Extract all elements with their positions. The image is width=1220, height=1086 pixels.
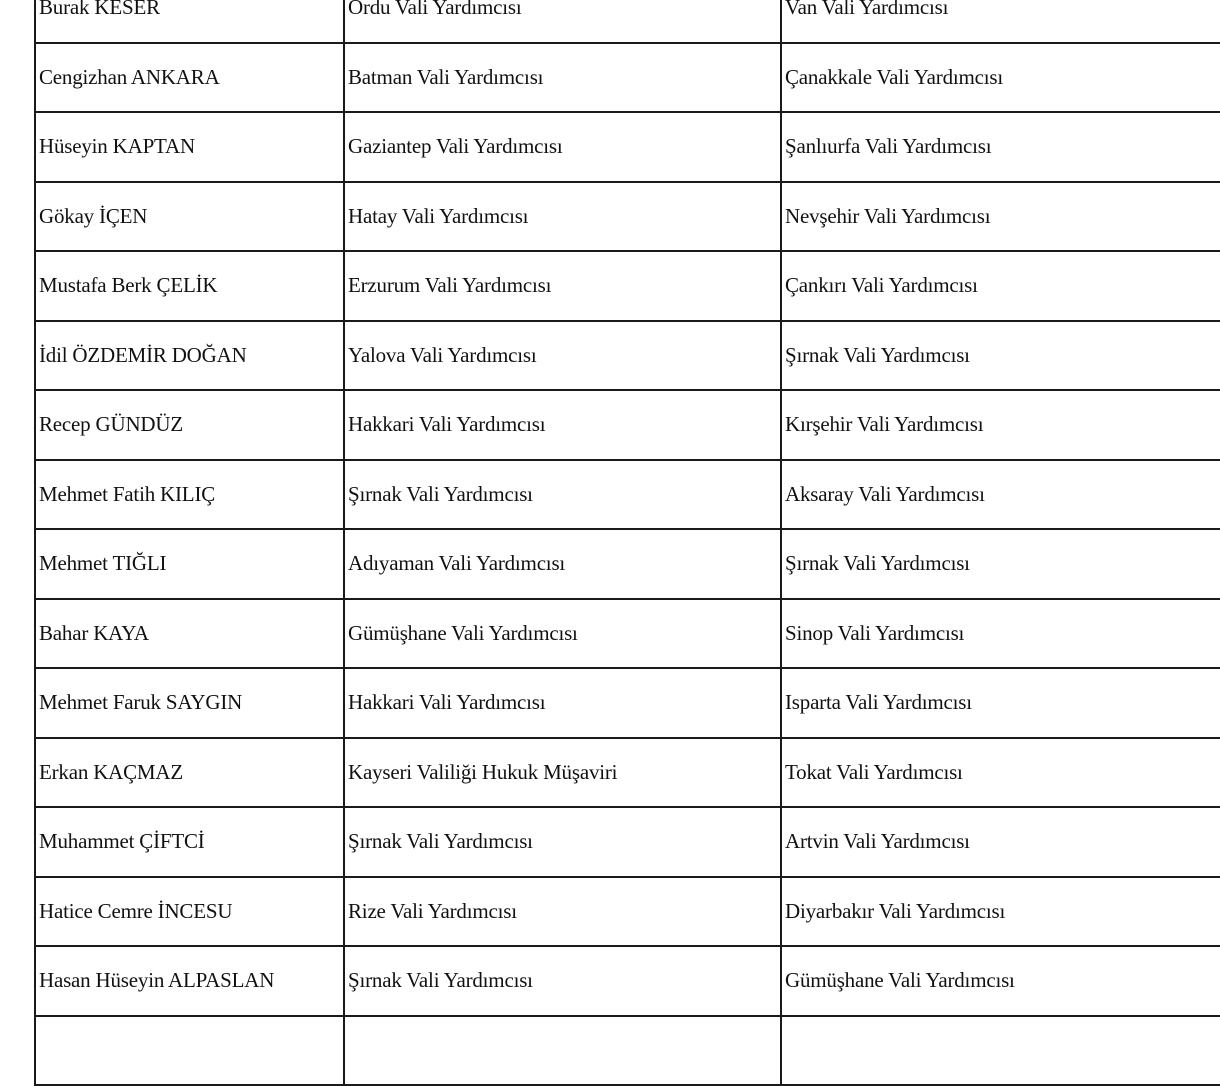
name-cell: Hatice Cemre İNCESU [35, 877, 344, 947]
table-row [35, 460, 1220, 530]
new-position-cell: Isparta Vali Yardımcısı [781, 668, 1220, 738]
current-position-cell: Adıyaman Vali Yardımcısı [344, 529, 781, 599]
current-position-cell: Hakkari Vali Yardımcısı [344, 390, 781, 460]
new-position-cell: Kırşehir Vali Yardımcısı [781, 390, 1220, 460]
new-position-cell: Van Vali Yardımcısı [781, 0, 1220, 43]
new-position-cell: Çankırı Vali Yardımcısı [781, 251, 1220, 321]
new-position-cell: Şanlıurfa Vali Yardımcısı [781, 112, 1220, 182]
current-position-cell: Hatay Vali Yardımcısı [344, 182, 781, 252]
name-cell: Hasan Hüseyin ALPASLAN [35, 946, 344, 1016]
new-position-cell: Şırnak Vali Yardımcısı [781, 529, 1220, 599]
current-position-cell: Ordu Vali Yardımcısı [344, 0, 781, 43]
name-cell: Erkan KAÇMAZ [35, 738, 344, 808]
new-position-cell: Artvin Vali Yardımcısı [781, 807, 1220, 877]
new-position-cell: Çanakkale Vali Yardımcısı [781, 43, 1220, 113]
new-position-cell: Şırnak Vali Yardımcısı [781, 321, 1220, 391]
name-cell: Mehmet Faruk SAYGIN [35, 668, 344, 738]
appointments-table [34, 0, 1220, 1086]
name-cell: Burak KESER [35, 0, 344, 43]
table-row [35, 807, 1220, 877]
current-position-cell: Gümüşhane Vali Yardımcısı [344, 599, 781, 669]
table-row [35, 182, 1220, 252]
new-position-cell: Sinop Vali Yardımcısı [781, 599, 1220, 669]
name-cell: Mustafa Berk ÇELİK [35, 251, 344, 321]
name-cell: Gökay İÇEN [35, 182, 344, 252]
table-row [35, 321, 1220, 391]
name-cell: Mehmet Fatih KILIÇ [35, 460, 344, 530]
current-position-cell: Şırnak Vali Yardımcısı [344, 807, 781, 877]
new-position-cell: Gümüşhane Vali Yardımcısı [781, 946, 1220, 1016]
current-position-cell [344, 1016, 781, 1086]
name-cell: Muhammet ÇİFTCİ [35, 807, 344, 877]
appointments-table-body [35, 0, 1220, 1085]
current-position-cell: Erzurum Vali Yardımcısı [344, 251, 781, 321]
name-cell: Hüseyin KAPTAN [35, 112, 344, 182]
table-row [35, 946, 1220, 1016]
table-row [35, 390, 1220, 460]
new-position-cell: Tokat Vali Yardımcısı [781, 738, 1220, 808]
name-cell: Recep GÜNDÜZ [35, 390, 344, 460]
name-cell: İdil ÖZDEMİR DOĞAN [35, 321, 344, 391]
table-row [35, 529, 1220, 599]
new-position-cell [781, 1016, 1220, 1086]
current-position-cell: Hakkari Vali Yardımcısı [344, 668, 781, 738]
table-row [35, 43, 1220, 113]
name-cell: Bahar KAYA [35, 599, 344, 669]
table-row [35, 738, 1220, 808]
current-position-cell: Rize Vali Yardımcısı [344, 877, 781, 947]
new-position-cell: Aksaray Vali Yardımcısı [781, 460, 1220, 530]
current-position-cell: Gaziantep Vali Yardımcısı [344, 112, 781, 182]
table-row [35, 0, 1220, 43]
table-row [35, 877, 1220, 947]
table-row [35, 599, 1220, 669]
name-cell: Cengizhan ANKARA [35, 43, 344, 113]
current-position-cell: Şırnak Vali Yardımcısı [344, 460, 781, 530]
table-row [35, 668, 1220, 738]
current-position-cell: Yalova Vali Yardımcısı [344, 321, 781, 391]
new-position-cell: Diyarbakır Vali Yardımcısı [781, 877, 1220, 947]
table-row [35, 251, 1220, 321]
table-row [35, 1016, 1220, 1086]
name-cell: Mehmet TIĞLI [35, 529, 344, 599]
table-row [35, 112, 1220, 182]
current-position-cell: Şırnak Vali Yardımcısı [344, 946, 781, 1016]
current-position-cell: Kayseri Valiliği Hukuk Müşaviri [344, 738, 781, 808]
current-position-cell: Batman Vali Yardımcısı [344, 43, 781, 113]
new-position-cell: Nevşehir Vali Yardımcısı [781, 182, 1220, 252]
name-cell [35, 1016, 344, 1086]
